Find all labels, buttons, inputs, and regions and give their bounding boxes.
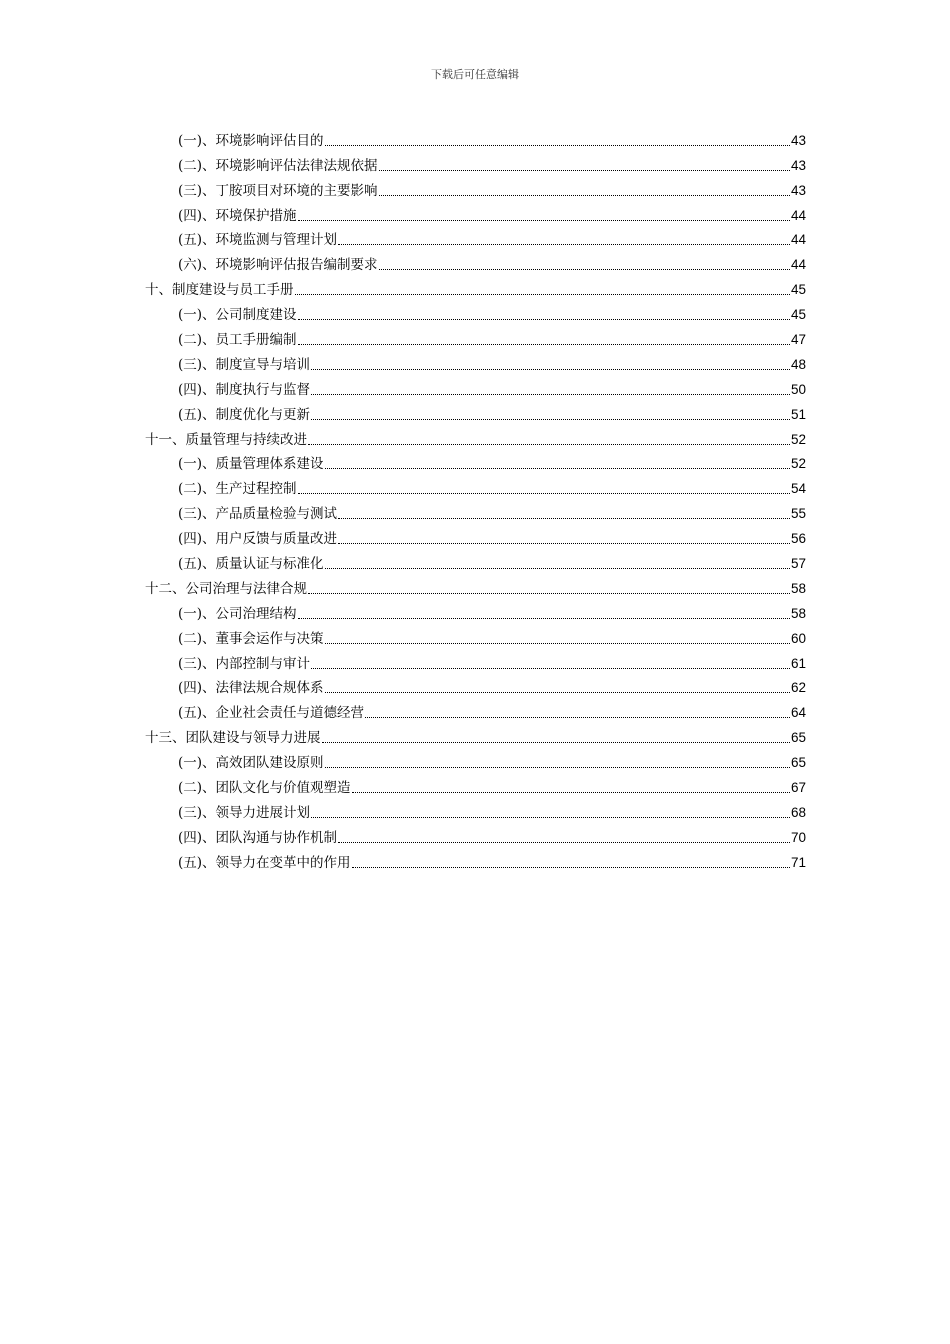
toc-entry-title: (三)、制度宣导与培训 [178,356,311,373]
toc-entry-title: (一)、公司制度建设 [178,307,297,324]
toc-entry-title: (五)、领导力在变革中的作用 [178,854,351,871]
toc-page-number: 68 [790,804,806,820]
toc-entry-title: (三)、丁胺项目对环境的主要影响 [178,182,378,199]
toc-page-number: 60 [790,630,806,646]
toc-page-number: 52 [790,431,806,447]
toc-chapter-entry[interactable] [145,574,806,599]
toc-section-entry[interactable] [145,698,806,723]
toc-section-entry[interactable] [145,773,806,798]
toc-page-number: 67 [790,780,806,796]
toc-dot-leader [311,418,790,420]
toc-section-entry[interactable] [145,549,806,574]
toc-page-number: 50 [790,381,806,397]
toc-dot-leader [379,268,790,270]
toc-dot-leader [298,343,790,345]
toc-page-number: 54 [790,481,806,497]
toc-section-entry[interactable] [145,474,806,499]
toc-page-number: 71 [790,854,806,870]
toc-section-entry[interactable] [145,649,806,674]
toc-entry-title: (一)、环境影响评估目的 [178,132,324,149]
toc-dot-leader [325,766,790,768]
toc-entry-title: (六)、环境影响评估报告编制要求 [178,257,378,274]
toc-entry-title: 十、制度建设与员工手册 [145,282,294,299]
toc-entry-title: (三)、内部控制与审计 [178,655,311,672]
toc-section-entry[interactable] [145,350,806,375]
toc-entry-title: (四)、环境保护措施 [178,207,297,224]
toc-entry-title: (三)、产品质量检验与测试 [178,506,338,523]
toc-dot-leader [338,542,790,544]
toc-entry-title: (五)、质量认证与标准化 [178,556,324,573]
toc-dot-leader [298,617,790,619]
toc-entry-title: (四)、法律法规合规体系 [178,680,324,697]
toc-section-entry[interactable] [145,450,806,475]
toc-dot-leader [325,567,790,569]
toc-dot-leader [338,841,790,843]
toc-entry-title: (二)、团队文化与价值观塑造 [178,780,351,797]
toc-page-number: 44 [790,232,806,248]
toc-entry-title: (二)、生产过程控制 [178,481,297,498]
toc-entry-title: (一)、质量管理体系建设 [178,456,324,473]
toc-section-entry[interactable] [145,325,806,350]
toc-page-number: 45 [790,307,806,323]
toc-dot-leader [298,492,790,494]
table-of-contents [145,126,806,873]
toc-page-number: 65 [790,730,806,746]
toc-entry-title: (二)、员工手册编制 [178,332,297,349]
toc-page-number: 48 [790,356,806,372]
toc-dot-leader [325,144,790,146]
toc-section-entry[interactable] [145,375,806,400]
toc-page-number: 43 [790,132,806,148]
toc-page-number: 52 [790,456,806,472]
toc-section-entry[interactable] [145,250,806,275]
toc-chapter-entry[interactable] [145,723,806,748]
toc-entry-title: 十三、团队建设与领导力进展 [145,730,321,747]
toc-entry-title: (二)、环境影响评估法律法规依据 [178,157,378,174]
toc-section-entry[interactable] [145,126,806,151]
toc-dot-leader [338,243,790,245]
toc-dot-leader [325,642,790,644]
toc-page-number: 58 [790,580,806,596]
toc-section-entry[interactable] [145,226,806,251]
toc-entry-title: (一)、高效团队建设原则 [178,755,324,772]
toc-page-number: 43 [790,182,806,198]
toc-dot-leader [379,194,790,196]
toc-section-entry[interactable] [145,151,806,176]
toc-dot-leader [311,816,790,818]
toc-dot-leader [352,791,790,793]
toc-section-entry[interactable] [145,499,806,524]
toc-chapter-entry[interactable] [145,275,806,300]
toc-section-entry[interactable] [145,748,806,773]
toc-entry-title: (四)、团队沟通与协作机制 [178,829,338,846]
toc-dot-leader [311,368,790,370]
toc-dot-leader [325,691,790,693]
toc-entry-title: (一)、公司治理结构 [178,605,297,622]
toc-dot-leader [311,393,790,395]
toc-section-entry[interactable] [145,201,806,226]
toc-page-number: 44 [790,207,806,223]
toc-entry-title: (二)、董事会运作与决策 [178,630,324,647]
toc-page-number: 70 [790,829,806,845]
toc-entry-title: (五)、环境监测与管理计划 [178,232,338,249]
toc-page-number: 51 [790,406,806,422]
toc-entry-title: (四)、用户反馈与质量改进 [178,531,338,548]
toc-page-number: 45 [790,282,806,298]
toc-page-number: 55 [790,506,806,522]
toc-chapter-entry[interactable] [145,425,806,450]
toc-entry-title: (三)、领导力进展计划 [178,804,311,821]
toc-section-entry[interactable] [145,848,806,873]
toc-page-number: 56 [790,531,806,547]
toc-entry-title: (四)、制度执行与监督 [178,381,311,398]
toc-page-number: 58 [790,605,806,621]
toc-section-entry[interactable] [145,176,806,201]
toc-dot-leader [352,866,790,868]
toc-dot-leader [365,716,790,718]
toc-dot-leader [379,169,790,171]
toc-section-entry[interactable] [145,823,806,848]
toc-page-number: 64 [790,705,806,721]
toc-dot-leader [338,517,790,519]
toc-entry-title: 十一、质量管理与持续改进 [145,431,307,448]
toc-section-entry[interactable] [145,798,806,823]
toc-page-number: 47 [790,332,806,348]
toc-dot-leader [325,467,790,469]
toc-dot-leader [298,219,790,221]
toc-entry-title: 十二、公司治理与法律合规 [145,580,307,597]
toc-page-number: 43 [790,157,806,173]
toc-section-entry[interactable] [145,400,806,425]
toc-dot-leader [308,443,790,445]
page-header: 下载后可任意编辑 [431,68,519,81]
toc-dot-leader [295,293,790,295]
toc-section-entry[interactable] [145,300,806,325]
toc-section-entry[interactable] [145,599,806,624]
toc-page-number: 65 [790,755,806,771]
toc-page-number: 62 [790,680,806,696]
toc-section-entry[interactable] [145,524,806,549]
toc-entry-title: (五)、制度优化与更新 [178,406,311,423]
toc-page-number: 61 [790,655,806,671]
toc-section-entry[interactable] [145,624,806,649]
toc-entry-title: (五)、企业社会责任与道德经营 [178,705,365,722]
toc-dot-leader [298,318,790,320]
toc-page-number: 44 [790,257,806,273]
toc-section-entry[interactable] [145,674,806,699]
toc-page-number: 57 [790,556,806,572]
toc-dot-leader [322,741,790,743]
toc-dot-leader [308,592,790,594]
toc-dot-leader [311,667,790,669]
